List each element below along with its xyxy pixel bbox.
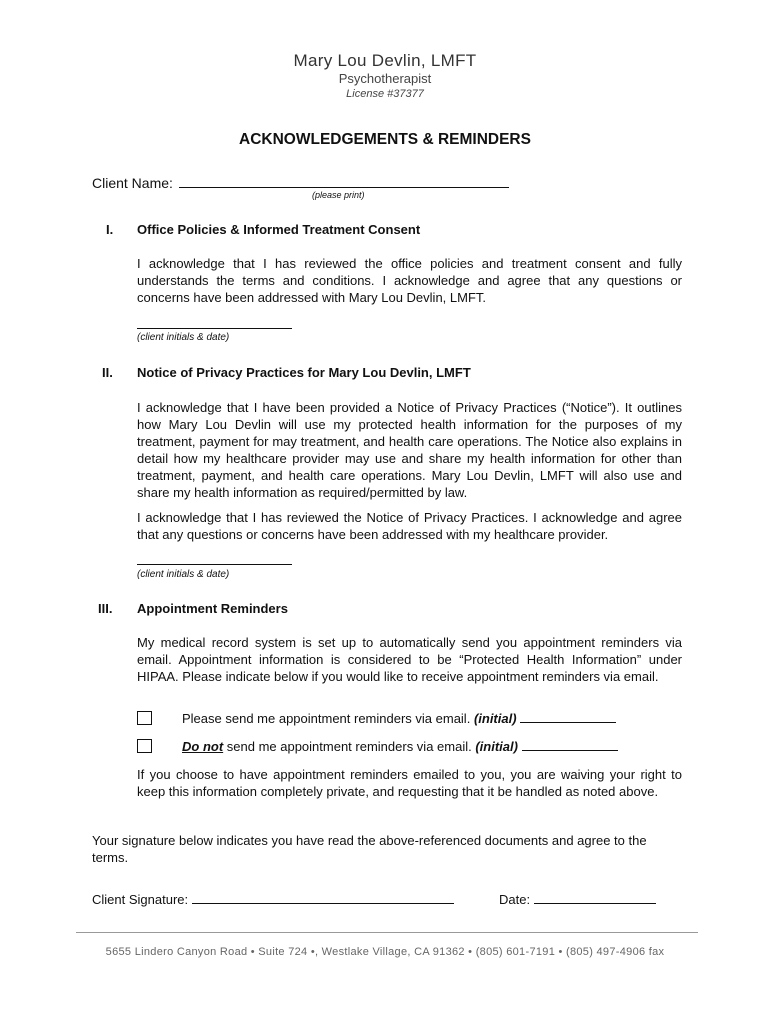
section-2-paragraph-1: I acknowledge that I have been provided a Notice of Privacy Practices (“Notice”). It outlines how Mary Lou Devlin will use my protected health information for the purposes of my treatment, payment for may treatment, and health care operations. The Notice also explains in detail how my healthcare provider may use and share my health information for other than treatment, payment, and health care operations. Mary Lou Devlin, LMFT will also use and share my health information as required/permitted by law.	[137, 400, 682, 500]
date-label: Date:	[499, 892, 531, 907]
please-print-hint: (please print)	[312, 190, 365, 200]
email-reminders-no-label: send me appointment reminders via email.	[223, 739, 472, 754]
email-reminders-yes-initial-field[interactable]	[520, 710, 616, 723]
section-2-number: II.	[102, 365, 113, 380]
footer-address: 5655 Lindero Canyon Road • Suite 724 •, Westlake Village, CA 91362 • (805) 601-7191 • (805) 497-4906 fax	[105, 946, 665, 958]
date-field[interactable]	[534, 891, 656, 904]
client-name-label: Client Name:	[92, 175, 173, 191]
email-reminders-no-initial-label: (initial)	[475, 739, 518, 754]
footer-divider	[76, 932, 698, 933]
practitioner-title: Psychotherapist	[338, 71, 432, 86]
license-number: License #37377	[346, 88, 424, 100]
do-not-emphasis: Do not	[182, 739, 224, 754]
client-signature-row	[92, 891, 454, 907]
email-reminders-yes-checkbox[interactable]	[137, 711, 152, 725]
date-row	[499, 891, 656, 907]
section-3-paragraph-2: If you choose to have appointment reminders emailed to you, you are waiving your right to keep this information completely private, and requesting that it be handled as noted above.	[137, 767, 682, 799]
section-2-initials-field[interactable]	[137, 564, 292, 565]
signature-statement: Your signature below indicates you have read the above-referenced documents and agree to the terms.	[92, 833, 647, 865]
section-3-heading: Appointment Reminders	[137, 601, 288, 616]
section-2-heading: Notice of Privacy Practices for Mary Lou Devlin, LMFT	[137, 365, 471, 380]
client-signature-label: Client Signature:	[92, 892, 189, 907]
section-2-initials-label: (client initials & date)	[137, 569, 230, 580]
section-1-initials-label: (client initials & date)	[137, 332, 230, 343]
email-reminders-yes-row	[182, 710, 616, 726]
document-title: ACKNOWLEDGEMENTS & REMINDERS	[239, 131, 531, 148]
section-1-number: I.	[106, 222, 114, 237]
email-reminders-no-row	[182, 738, 618, 754]
section-3-number: III.	[98, 601, 113, 616]
section-1-heading: Office Policies & Informed Treatment Consent	[137, 222, 421, 237]
client-signature-field[interactable]	[192, 891, 454, 904]
email-reminders-yes-label: Please send me appointment reminders via email.	[182, 711, 471, 726]
section-2-paragraph-2: I acknowledge that I has reviewed the Notice of Privacy Practices. I acknowledge and agree that any questions or concerns have been addressed with my healthcare provider.	[137, 510, 682, 542]
email-reminders-yes-initial-label: (initial)	[473, 711, 517, 726]
email-reminders-no-initial-field[interactable]	[522, 738, 618, 751]
client-name-field[interactable]	[179, 173, 509, 188]
section-1-paragraph: I acknowledge that I has reviewed the office policies and treatment consent and fully understands the terms and conditions. I acknowledge and agree that any questions or concerns have been addressed with Mary Lou Devlin, LMFT.	[137, 256, 682, 305]
section-1-initials-field[interactable]	[137, 328, 292, 329]
email-reminders-no-checkbox[interactable]	[137, 739, 152, 753]
section-3-paragraph-1: My medical record system is set up to automatically send you appointment reminders via email. Appointment information is considered to be “Protected Health Information” under HIPAA. Please indicate below if you would like to receive appointment reminders via email.	[137, 635, 682, 684]
practitioner-name: Mary Lou Devlin, LMFT	[293, 51, 477, 70]
client-name-row	[92, 173, 509, 191]
